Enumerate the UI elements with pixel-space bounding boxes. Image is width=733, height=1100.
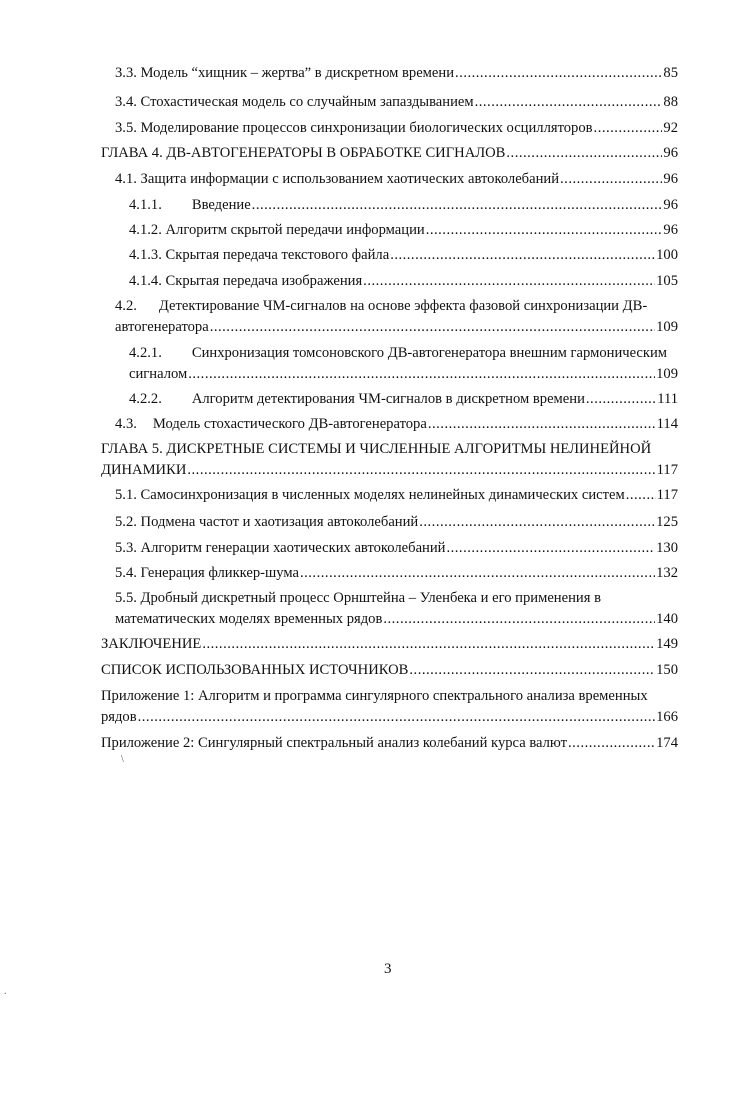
toc-number: 5.4. <box>115 565 137 581</box>
toc-entry-chapter-5 <box>101 439 678 481</box>
toc-number: 4.1. <box>115 171 137 187</box>
leader-dots <box>446 538 655 559</box>
toc-number: 4.2.1. <box>129 345 162 361</box>
toc-title: Генерация фликкер-шума <box>140 565 299 581</box>
toc-page: 117 <box>656 462 678 478</box>
toc-entry-appendix-2 <box>101 733 678 754</box>
toc-title: Модель “хищник – жертва” в дискретном времени <box>140 65 455 81</box>
toc-title: Стохастическая модель со случайным запаздыванием <box>140 94 474 110</box>
leader-dots <box>560 169 662 190</box>
toc-entry-4-1-2 <box>129 220 678 241</box>
leader-dots <box>426 220 663 241</box>
toc-number: 4.1.3. <box>129 247 162 263</box>
toc-title: Дробный дискретный процесс Орнштейна – Уленбека и его применения в <box>140 590 601 606</box>
toc-number: 4.1.1. <box>129 197 162 213</box>
leader-dots <box>409 660 655 681</box>
toc-number: 4.1.4. <box>129 273 162 289</box>
leader-dots <box>138 707 655 728</box>
toc-title-continued: сигналом <box>129 366 188 382</box>
toc-entry-3-5 <box>115 118 678 139</box>
toc-entry-4-1 <box>115 169 678 190</box>
toc-entry-conclusion <box>101 634 678 655</box>
toc-page: 117 <box>656 487 678 503</box>
toc-page: 96 <box>663 171 678 187</box>
toc-title: Скрытая передача изображения <box>165 273 363 289</box>
toc-page: 111 <box>657 391 678 407</box>
toc-page: 105 <box>656 273 678 289</box>
toc-title-continued: рядов <box>101 709 137 725</box>
toc-title: Моделирование процессов синхронизации биологических осцилляторов <box>140 120 593 136</box>
toc-entry-4-1-4 <box>129 271 678 292</box>
toc-entry-4-3 <box>115 414 678 435</box>
toc-page: 125 <box>656 514 678 530</box>
toc-page: 96 <box>663 145 678 161</box>
toc-entry-appendix-1 <box>101 686 678 728</box>
toc-page: 149 <box>656 636 678 652</box>
leader-dots <box>428 414 656 435</box>
toc-entry-5-3 <box>115 538 678 559</box>
toc-page: 88 <box>663 94 678 110</box>
leader-dots <box>202 634 655 655</box>
leader-dots <box>383 609 655 630</box>
toc-title: Приложение 1: Алгоритм и программа сингулярного спектрального анализа временных <box>101 688 648 704</box>
toc-page: 85 <box>663 65 678 81</box>
leader-dots <box>586 389 656 410</box>
toc-entry-3-4 <box>115 92 678 113</box>
toc-entry-5-5 <box>115 588 678 630</box>
toc-number: 4.1.2. <box>129 222 162 238</box>
toc-title: Приложение 2: Сингулярный спектральный анализ колебаний курса валют <box>101 735 567 751</box>
toc-title: Детектирование ЧМ-сигналов на основе эффекта фазовой синхронизации ДВ- <box>158 298 648 314</box>
toc-entry-4-2-2 <box>129 389 678 410</box>
page-number: 3 <box>384 961 392 977</box>
leader-dots <box>568 733 655 754</box>
toc-entry-4-2-1 <box>129 343 678 385</box>
toc-title: Алгоритм детектирования ЧМ-сигналов в дискретном времени <box>191 391 585 407</box>
leader-dots <box>363 271 655 292</box>
toc-title: ЗАКЛЮЧЕНИЕ <box>101 636 202 652</box>
toc-page: 114 <box>656 416 678 432</box>
toc-page: 132 <box>656 565 678 581</box>
scan-mark: \ <box>121 754 124 765</box>
toc-entry-3-3 <box>115 63 678 84</box>
toc-number: 3.3. <box>115 65 137 81</box>
toc-title-continued: автогенератора <box>115 319 209 335</box>
toc-title: Самосинхронизация в численных моделях нелинейных динамических систем <box>140 487 625 503</box>
toc-title-continued: ДИНАМИКИ <box>101 462 187 478</box>
toc-title: ГЛАВА 4. ДВ-АВТОГЕНЕРАТОРЫ В ОБРАБОТКЕ СИГНАЛОВ <box>101 145 506 161</box>
toc-title: Алгоритм генерации хаотических автоколебаний <box>140 540 446 556</box>
leader-dots <box>594 118 663 139</box>
leader-dots <box>475 92 663 113</box>
leader-dots <box>188 364 655 385</box>
toc-page: 174 <box>656 735 678 751</box>
toc-entry-chapter-4 <box>101 143 678 164</box>
toc-page: 140 <box>656 611 678 627</box>
leader-dots <box>455 63 662 84</box>
toc-title: Скрытая передача текстового файла <box>165 247 390 263</box>
toc-number: 5.2. <box>115 514 137 530</box>
toc-entry-5-1 <box>115 485 678 506</box>
leader-dots <box>626 485 656 506</box>
toc-number: 5.5. <box>115 590 137 606</box>
toc-title-continued: математических моделях временных рядов <box>115 611 383 627</box>
leader-dots <box>390 245 655 266</box>
toc-number: 5.3. <box>115 540 137 556</box>
leader-dots <box>506 143 662 164</box>
toc-entry-4-1-3 <box>129 245 678 266</box>
toc-page: 100 <box>656 247 678 263</box>
toc-title: Подмена частот и хаотизация автоколебаний <box>140 514 419 530</box>
toc-page: 109 <box>656 366 678 382</box>
toc-number: 3.5. <box>115 120 137 136</box>
toc-entry-5-2 <box>115 512 678 533</box>
toc-number: 5.1. <box>115 487 137 503</box>
toc-page: 166 <box>656 709 678 725</box>
toc-page: 92 <box>663 120 678 136</box>
toc-entry-4-2 <box>115 296 678 338</box>
toc-entry-5-4 <box>115 563 678 584</box>
toc-title: Введение <box>191 197 251 213</box>
toc-page: 130 <box>656 540 678 556</box>
toc-page: 109 <box>656 319 678 335</box>
scan-mark: . <box>4 986 7 997</box>
leader-dots <box>187 460 655 481</box>
toc-page: 96 <box>663 222 678 238</box>
toc-page: 96 <box>663 197 678 213</box>
leader-dots <box>210 317 655 338</box>
toc-title: Синхронизация томсоновского ДВ-автогенератора внешним гармоническим <box>191 345 668 361</box>
toc-entry-4-1-1 <box>129 195 678 216</box>
toc-title: ГЛАВА 5. ДИСКРЕТНЫЕ СИСТЕМЫ И ЧИСЛЕННЫЕ АЛГОРИТМЫ НЕЛИНЕЙНОЙ <box>101 441 652 457</box>
toc-number: 4.3. <box>115 416 137 432</box>
toc-number: 4.2. <box>115 298 137 314</box>
toc-number: 4.2.2. <box>129 391 162 407</box>
toc-title: Защита информации с использованием хаотических автоколебаний <box>140 171 560 187</box>
toc-number: 3.4. <box>115 94 137 110</box>
toc-title: Модель стохастического ДВ-автогенератора <box>152 416 427 432</box>
toc-title: Алгоритм скрытой передачи информации <box>165 222 425 238</box>
leader-dots <box>419 512 655 533</box>
toc-title: СПИСОК ИСПОЛЬЗОВАННЫХ ИСТОЧНИКОВ <box>101 662 409 678</box>
toc-entry-references <box>101 660 678 681</box>
leader-dots <box>252 195 663 216</box>
toc-page: 150 <box>656 662 678 678</box>
leader-dots <box>300 563 655 584</box>
